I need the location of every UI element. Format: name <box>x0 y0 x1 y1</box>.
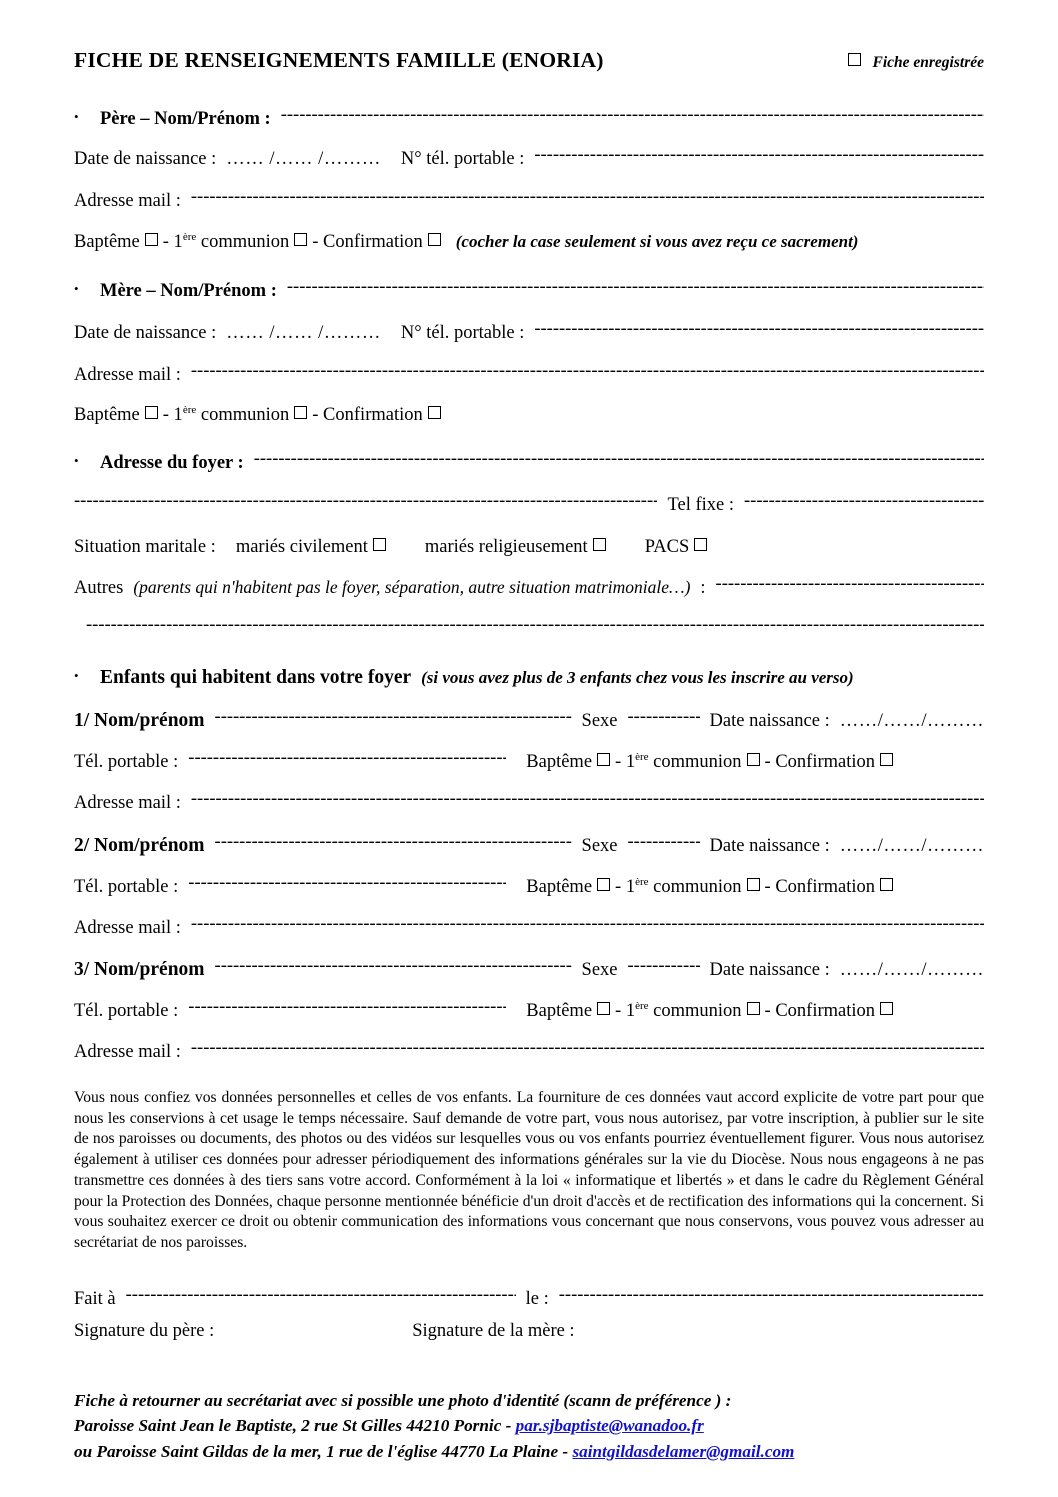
child-1-mobile-label: Tél. portable : <box>74 752 179 772</box>
place-label: Fait à <box>74 1289 116 1309</box>
child-3-communion-label: - 1ère communion <box>615 999 742 1021</box>
child-1-birth-label: Date naissance : <box>709 711 830 731</box>
father-birth-field[interactable]: …… /…… /……… <box>226 149 381 169</box>
child-3-birth-field[interactable]: ……/……/……… <box>839 960 984 980</box>
child-3-sex-field[interactable] <box>628 957 700 976</box>
mother-email-field[interactable] <box>191 362 984 381</box>
mother-confirmation-label: - Confirmation <box>312 405 423 425</box>
child-3-index-label: 3/ Nom/prénom <box>74 959 205 980</box>
household-address-row <box>74 454 984 473</box>
mother-sacraments-row <box>74 403 984 425</box>
mother-birth-field[interactable]: …… /…… /……… <box>226 323 381 343</box>
marital-option-religious-label: mariés religieusement <box>424 537 588 557</box>
marital-option-civil-label: mariés civilement <box>235 537 368 557</box>
mother-birth-row <box>74 324 984 343</box>
child-2-name-field[interactable] <box>215 833 572 852</box>
checkbox-child-2-confirmation[interactable] <box>880 878 893 891</box>
marital-status-label: Situation maritale : <box>74 537 216 557</box>
checkbox-mother-baptism[interactable] <box>145 406 158 419</box>
child-2-mobile-row <box>74 875 984 897</box>
checkbox-child-1-confirmation[interactable] <box>880 753 893 766</box>
others-colon: : <box>700 578 706 598</box>
father-communion-label: - 1ère communion <box>162 230 290 252</box>
household-address-field[interactable] <box>254 450 984 469</box>
father-confirmation-label: - Confirmation <box>312 232 423 252</box>
child-3-mobile-field[interactable] <box>188 998 506 1017</box>
checkbox-mother-confirmation[interactable] <box>428 406 441 419</box>
father-name-row <box>74 110 984 129</box>
father-sacrament-note: (cocher la case seulement si vous avez reçu ce sacrement) <box>455 232 859 251</box>
father-sacraments-row <box>74 230 984 252</box>
children-section-header <box>74 668 984 688</box>
child-1-email-field[interactable] <box>191 790 984 809</box>
child-3-sex-label: Sexe <box>581 960 618 980</box>
child-3-mobile-row <box>74 999 984 1021</box>
child-1-sex-label: Sexe <box>581 711 618 731</box>
father-name-label: Père – Nom/Prénom : <box>100 109 271 129</box>
child-1-name-row <box>74 711 984 731</box>
child-2-email-field[interactable] <box>191 915 984 934</box>
footer-parish-1-address: Paroisse Saint Jean le Baptiste, 2 rue St Gilles 44210 Pornic - <box>74 1416 516 1436</box>
child-2-birth-field[interactable]: ……/……/……… <box>839 836 984 856</box>
footer-parish-1-email-link[interactable]: par.sjbaptiste@wanadoo.fr <box>515 1416 704 1436</box>
checkbox-father-communion[interactable] <box>294 233 307 246</box>
father-baptism-label: Baptême <box>74 232 140 252</box>
registered-label: Fiche enregistrée <box>872 54 984 71</box>
child-3-baptism-label: Baptême <box>526 1001 593 1021</box>
others-row <box>74 578 984 598</box>
child-3-email-row <box>74 1043 984 1062</box>
child-2-mobile-field[interactable] <box>188 874 506 893</box>
child-3-birth-label: Date naissance : <box>709 960 830 980</box>
footer-line-2 <box>74 1413 984 1438</box>
mother-email-row <box>74 366 984 385</box>
checkbox-child-3-confirmation[interactable] <box>880 1002 893 1015</box>
child-1-confirmation-label: - Confirmation <box>764 752 876 772</box>
child-1-sex-field[interactable] <box>628 708 700 727</box>
page-title: FICHE DE RENSEIGNEMENTS FAMILLE (ENORIA) <box>74 48 604 72</box>
household-landline-field[interactable] <box>744 492 984 511</box>
father-mobile-label: N° tél. portable : <box>400 149 525 169</box>
place-field[interactable] <box>126 1286 516 1305</box>
child-1-index-label: 1/ Nom/prénom <box>74 710 205 731</box>
child-2-email-row <box>74 919 984 938</box>
father-email-label: Adresse mail : <box>74 191 181 211</box>
mother-name-field[interactable] <box>287 278 984 297</box>
child-1-email-row <box>74 794 984 813</box>
checkbox-pacs[interactable] <box>694 538 707 551</box>
bullet-icon: • <box>74 281 79 296</box>
child-2-index-label: 2/ Nom/prénom <box>74 835 205 856</box>
child-3-email-field[interactable] <box>191 1039 984 1058</box>
child-3-email-label: Adresse mail : <box>74 1042 181 1062</box>
children-section-title: Enfants qui habitent dans votre foyer <box>100 667 412 688</box>
mother-name-row <box>74 282 984 301</box>
child-1-birth-field[interactable]: ……/……/……… <box>839 711 984 731</box>
others-note: (parents qui n'habitent pas le foyer, séparation, autre situation matrimoniale…) <box>133 577 691 597</box>
checkbox-child-2-baptism[interactable] <box>597 878 610 891</box>
father-email-field[interactable] <box>191 188 984 207</box>
child-1-email-label: Adresse mail : <box>74 793 181 813</box>
marital-option-pacs-label: PACS <box>644 537 690 557</box>
father-signature-label: Signature du père : <box>74 1321 215 1341</box>
checkbox-maries-civilement[interactable] <box>373 538 386 551</box>
checkbox-fiche-enregistree[interactable] <box>848 53 861 66</box>
signature-place-date-row <box>74 1290 984 1309</box>
father-birth-label: Date de naissance : <box>74 149 217 169</box>
child-3-confirmation-label: - Confirmation <box>764 1001 876 1021</box>
child-1-communion-label: - 1ère communion <box>615 750 742 772</box>
mother-mobile-field[interactable] <box>534 320 984 339</box>
checkbox-child-2-communion[interactable] <box>747 878 760 891</box>
father-email-row <box>74 192 984 211</box>
father-mobile-field[interactable] <box>534 146 984 165</box>
household-landline-row <box>74 496 984 515</box>
date-field[interactable] <box>559 1286 984 1305</box>
marital-status-row <box>74 538 984 557</box>
child-2-communion-label: - 1ère communion <box>615 875 742 897</box>
father-birth-row <box>74 150 984 169</box>
bullet-icon: • <box>74 109 79 124</box>
mother-mobile-label: N° tél. portable : <box>400 323 525 343</box>
child-2-baptism-label: Baptême <box>526 877 593 897</box>
others-label: Autres <box>74 578 124 598</box>
child-2-mobile-label: Tél. portable : <box>74 877 179 897</box>
footer-parish-2-email-link[interactable]: saintgildasdelamer@gmail.com <box>572 1441 795 1461</box>
registered-status <box>843 54 985 72</box>
checkbox-child-3-communion[interactable] <box>747 1002 760 1015</box>
household-address-label: Adresse du foyer : <box>100 453 244 473</box>
children-section-note: (si vous avez plus de 3 enfants chez vous les inscrire au verso) <box>421 668 854 687</box>
father-name-field[interactable] <box>281 106 984 125</box>
bullet-icon: • <box>74 668 79 683</box>
checkbox-mother-communion[interactable] <box>294 406 307 419</box>
household-landline-label: Tel fixe : <box>667 495 734 515</box>
others-field-cont[interactable] <box>86 616 984 635</box>
child-2-birth-label: Date naissance : <box>709 836 830 856</box>
others-field[interactable] <box>716 575 984 594</box>
privacy-notice: Vous nous confiez vos données personnelles et celles de vos enfants. La fourniture de ces données vaut accord explicite de votre part pour que nous les conservions à cet usage le temps nécessaire. Sauf demande de votre part, vous nous autorisez, par votre inscription, à publier sur le site de nos paroisses ou documents, des photos ou des vidéos sur lesquelles vous ou vos enfants pourriez éventuellement figurer. Vous nous autorisez également à utiliser ces données pour adresser périodiquement des informations générales sur la vie du Diocèse. Nous nous engageons à ne pas transmettre ces données à des tiers sans votre accord. Conformément à la loi « informatique et libertés » et dans le cadre du Règlement Général pour la Protection des Données, chaque personne mentionnée bénéficie d'un droit d'accès et de rectification des informations qui la concernent. Si vous souhaitez exercer ce droit ou obtenir communication des informations vous concernant que nous conservons, vous pouvez vous adresser au secrétariat de nos paroisses. <box>74 1089 984 1252</box>
document-header <box>74 48 984 73</box>
checkbox-father-baptism[interactable] <box>145 233 158 246</box>
footer-line-1: Fiche à retourner au secrétariat avec si possible une photo d'identité (scann de préférence ) : <box>74 1391 732 1410</box>
bullet-icon: • <box>74 453 79 468</box>
mother-communion-label: - 1ère communion <box>162 403 290 425</box>
child-1-mobile-field[interactable] <box>188 749 506 768</box>
mother-baptism-label: Baptême <box>74 405 140 425</box>
child-1-baptism-label: Baptême <box>526 752 593 772</box>
child-2-sex-field[interactable] <box>628 833 700 852</box>
checkbox-child-1-baptism[interactable] <box>597 753 610 766</box>
child-2-name-row <box>74 836 984 856</box>
footer-return-instructions <box>74 1388 984 1464</box>
child-3-name-field[interactable] <box>215 957 572 976</box>
child-2-confirmation-label: - Confirmation <box>764 877 876 897</box>
child-1-name-field[interactable] <box>215 708 572 727</box>
household-address-field-cont[interactable] <box>74 492 657 511</box>
child-1-mobile-row <box>74 750 984 772</box>
child-2-email-label: Adresse mail : <box>74 918 181 938</box>
others-row-cont <box>74 620 984 639</box>
footer-parish-2-address: ou Paroisse Saint Gildas de la mer, 1 rue de l'église 44770 La Plaine - <box>74 1441 573 1461</box>
child-3-mobile-label: Tél. portable : <box>74 1001 179 1021</box>
mother-name-label: Mère – Nom/Prénom : <box>100 281 277 301</box>
checkbox-child-1-communion[interactable] <box>747 753 760 766</box>
date-label: le : <box>525 1289 549 1309</box>
signature-labels-row <box>74 1322 984 1341</box>
mother-email-label: Adresse mail : <box>74 365 181 385</box>
checkbox-father-confirmation[interactable] <box>428 233 441 246</box>
mother-birth-label: Date de naissance : <box>74 323 217 343</box>
child-2-sex-label: Sexe <box>581 836 618 856</box>
checkbox-maries-religieusement[interactable] <box>593 538 606 551</box>
form-page <box>74 0 984 1497</box>
checkbox-child-3-baptism[interactable] <box>597 1002 610 1015</box>
child-3-name-row <box>74 960 984 980</box>
mother-signature-label: Signature de la mère : <box>412 1321 575 1341</box>
footer-line-3 <box>74 1439 984 1464</box>
